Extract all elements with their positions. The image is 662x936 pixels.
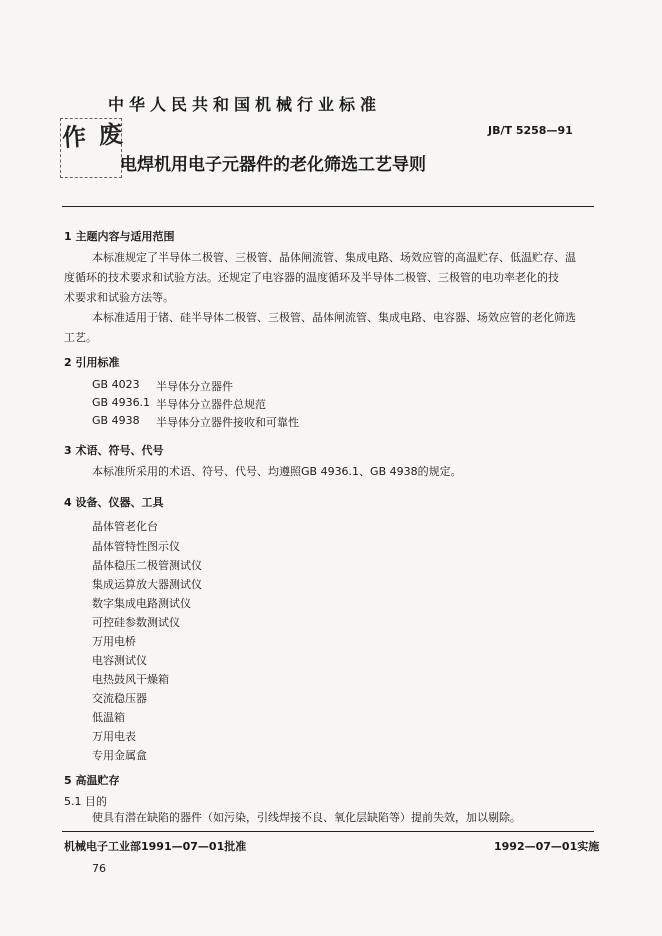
section-1-heading: 1 主题内容与适用范围 xyxy=(64,230,175,243)
equipment-item: 晶体管特性图示仪 xyxy=(92,540,180,553)
section-5-1-heading: 5.1 目的 xyxy=(64,795,107,808)
header-rule xyxy=(62,206,594,207)
section-1-para1-line1: 本标准规定了半导体二极管、三极管、晶体闸流管、集成电路、场效应管的高温贮存、低温贮存、温 xyxy=(92,251,576,264)
ref-code: GB 4936.1 xyxy=(92,396,151,409)
equipment-item: 低温箱 xyxy=(92,711,125,724)
section-5-heading: 5 高温贮存 xyxy=(64,774,120,787)
issuer: 机械电子工业部1991—07—01批准 xyxy=(64,840,247,853)
section-1-para2-line2: 工艺。 xyxy=(64,331,97,344)
standard-title: 中华人民共和国机械行业标准 xyxy=(108,95,382,114)
obsolete-stamp: 作 废 xyxy=(61,118,126,153)
equipment-item: 交流稳压器 xyxy=(92,692,147,705)
section-1-para2-line1: 本标准适用于锗、硅半导体二极管、三极管、晶体闸流管、集成电路、电容器、场效应管的老化筛选 xyxy=(92,311,576,324)
footer-rule xyxy=(62,831,594,832)
effective-date: 1992—07—01实施 xyxy=(494,840,600,853)
ref-code: GB 4023 xyxy=(92,378,140,391)
ref-title: 半导体分立器件 xyxy=(156,380,233,393)
equipment-item: 晶体稳压二极管测试仪 xyxy=(92,559,202,572)
section-1-para1-line3: 术要求和试验方法等。 xyxy=(64,291,174,304)
section-5-1-text: 使具有潜在缺陷的器件（如污染，引线焊接不良、氧化层缺陷等）提前失效，加以剔除。 xyxy=(92,811,521,824)
ref-title: 半导体分立器件总规范 xyxy=(156,398,266,411)
equipment-item: 电热鼓风干燥箱 xyxy=(92,673,169,686)
equipment-item: 专用金属盒 xyxy=(92,749,147,762)
equipment-item: 晶体管老化台 xyxy=(92,520,158,533)
equipment-item: 万用电表 xyxy=(92,730,136,743)
section-3-heading: 3 术语、符号、代号 xyxy=(64,444,164,457)
equipment-item: 电容测试仪 xyxy=(92,654,147,667)
section-2-heading: 2 引用标准 xyxy=(64,356,120,369)
equipment-item: 数字集成电路测试仪 xyxy=(92,597,191,610)
equipment-item: 万用电桥 xyxy=(92,635,136,648)
document-title: 电焊机用电子元器件的老化筛选工艺导则 xyxy=(120,155,426,175)
ref-title: 半导体分立器件接收和可靠性 xyxy=(156,416,299,429)
equipment-item: 可控硅参数测试仪 xyxy=(92,616,180,629)
section-4-heading: 4 设备、仪器、工具 xyxy=(64,496,164,509)
section-3-text: 本标准所采用的术语、符号、代号、均遵照GB 4936.1、GB 4938的规定。 xyxy=(92,465,462,478)
page-number: 76 xyxy=(92,862,106,875)
ref-code: GB 4938 xyxy=(92,414,140,427)
standard-code: JB/T 5258—91 xyxy=(488,124,573,137)
section-1-para1-line2: 度循环的技术要求和试验方法。还规定了电容器的温度循环及半导体二极管、三极管的电功率老化的技 xyxy=(64,271,559,284)
equipment-item: 集成运算放大器测试仪 xyxy=(92,578,202,591)
